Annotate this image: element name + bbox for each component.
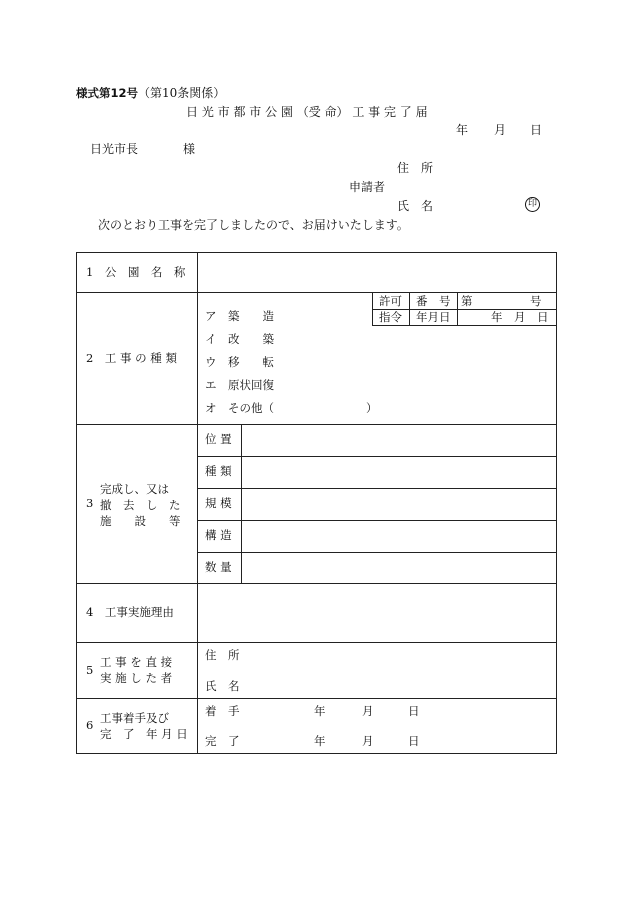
facility-scale-label: 規 模 bbox=[205, 496, 232, 510]
facility-type-field[interactable] bbox=[243, 458, 555, 487]
facility-scale-field[interactable] bbox=[243, 490, 555, 519]
applicant-label: 申請者 bbox=[349, 180, 386, 194]
facility-structure-field[interactable] bbox=[243, 522, 555, 551]
applicant-name-label: 氏 名 bbox=[397, 199, 434, 213]
work-type-label: 2 工 事 の 種 類 bbox=[86, 351, 177, 365]
date-month: 月 bbox=[494, 123, 507, 137]
applicant-address-label: 住 所 bbox=[397, 161, 434, 175]
date-year: 年 bbox=[456, 123, 469, 137]
contractor-row-number: 5 bbox=[86, 663, 94, 677]
facility-label-line3: 施 設 等 bbox=[100, 514, 181, 528]
start-year: 年 bbox=[314, 704, 326, 718]
facility-label-line2: 撤 去 し た bbox=[100, 498, 181, 512]
work-type-option-4[interactable]: エ 原状回復 bbox=[205, 378, 274, 392]
honorific: 様 bbox=[183, 142, 196, 156]
designation-label: 指令 bbox=[379, 310, 402, 324]
facility-location-field[interactable] bbox=[243, 426, 555, 455]
start-day: 日 bbox=[408, 704, 420, 718]
facility-location-label: 位 置 bbox=[205, 432, 232, 446]
addressee: 日光市長 bbox=[90, 142, 139, 156]
form-table bbox=[76, 252, 557, 754]
start-month: 月 bbox=[362, 704, 374, 718]
document-title: 日 光 市 都 市 公 園 （受 命） 工 事 完 了 届 bbox=[186, 105, 428, 119]
facility-row-number: 3 bbox=[86, 496, 94, 510]
start-date-label: 着 手 bbox=[205, 704, 240, 718]
work-type-option-3[interactable]: ウ 移 転 bbox=[205, 355, 274, 369]
contractor-label-line2: 実 施 し た 者 bbox=[100, 671, 173, 685]
contractor-address-label: 住 所 bbox=[205, 648, 240, 662]
completion-date-label: 完 了 bbox=[205, 734, 240, 748]
work-type-option-1[interactable]: ア 築 造 bbox=[205, 309, 274, 323]
form-number: 様式第12号 bbox=[76, 86, 139, 100]
permit-number-value[interactable]: 第 号 bbox=[461, 294, 542, 308]
form-number-header bbox=[76, 84, 225, 101]
permit-label: 許可 bbox=[379, 294, 402, 308]
permit-date-value[interactable]: 年 月 日 bbox=[491, 310, 549, 324]
dates-row-number: 6 bbox=[86, 718, 94, 732]
date-label: 年月日 bbox=[416, 310, 451, 324]
dates-label-line2: 完 了 年 月 日 bbox=[100, 727, 188, 741]
dates-label-line1: 工事着手及び bbox=[100, 711, 169, 725]
number-label: 番 号 bbox=[416, 294, 451, 308]
facility-label-line1: 完成し、又は bbox=[100, 482, 169, 496]
park-name-field[interactable] bbox=[199, 254, 555, 291]
article-ref: （第10条関係） bbox=[138, 86, 226, 100]
facility-quantity-label: 数 量 bbox=[205, 560, 232, 574]
work-type-option-5[interactable]: オ その他（ ） bbox=[205, 401, 378, 415]
contractor-label-line1: 工 事 を 直 接 bbox=[100, 655, 173, 669]
end-year: 年 bbox=[314, 734, 326, 748]
end-day: 日 bbox=[408, 734, 420, 748]
park-name-label: 1 公 園 名 称 bbox=[86, 265, 186, 279]
intro-text: 次のとおり工事を完了しましたので、お届けいたします。 bbox=[98, 218, 409, 232]
contractor-name-label: 氏 名 bbox=[205, 679, 240, 693]
end-month: 月 bbox=[362, 734, 374, 748]
facility-quantity-field[interactable] bbox=[243, 554, 555, 583]
facility-structure-label: 構 造 bbox=[205, 528, 232, 542]
work-type-option-2[interactable]: イ 改 築 bbox=[205, 332, 274, 346]
facility-type-label: 種 類 bbox=[205, 464, 232, 478]
work-reason-field[interactable] bbox=[199, 585, 555, 641]
work-reason-label: 4 工事実施理由 bbox=[86, 605, 174, 619]
date-day: 日 bbox=[530, 123, 543, 137]
seal-mark: 印 bbox=[525, 197, 540, 212]
